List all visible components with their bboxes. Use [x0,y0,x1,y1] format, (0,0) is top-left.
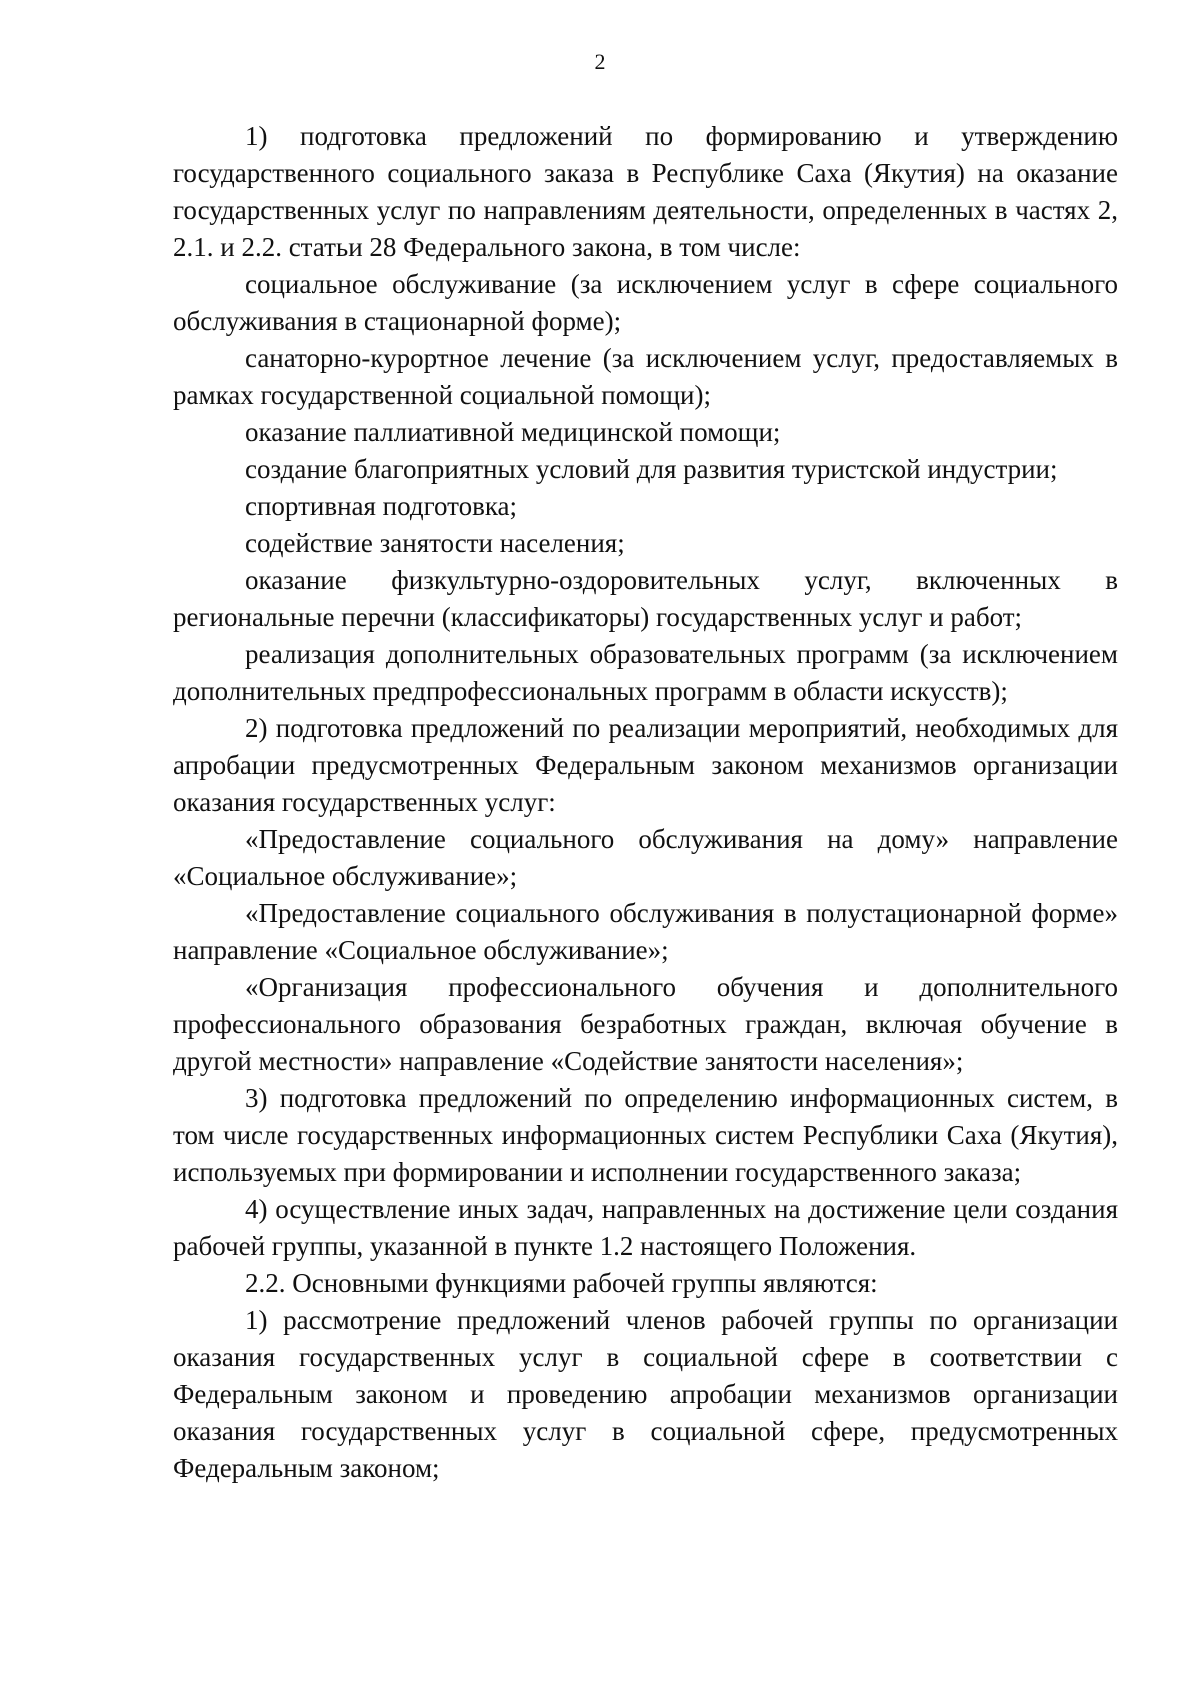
paragraph: содействие занятости населения; [245,528,625,558]
paragraph: санаторно-курортное лечение (за исключением услуг, предоставляемых в рамках государственной социальной помощи); [173,343,1118,410]
paragraph: реализация дополнительных образовательных программ (за исключением дополнительных предпрофессиональных программ в области искусств); [173,639,1118,706]
paragraph: социальное обслуживание (за исключением услуг в сфере социального обслуживания в стационарной форме); [173,269,1118,336]
paragraph: «Организация профессионального обучения и дополнительного профессионального образования безработных граждан, включая обучение в другой местности» направление «Содействие занятости населения»; [173,972,1118,1076]
paragraph: 3) подготовка предложений по определению информационных систем, в том числе государственных информационных систем Республики Саха (Якутия), используемых при формировании и исполнении государственного заказа; [173,1083,1118,1187]
paragraph: 1) подготовка предложений по формированию и утверждению государственного социального заказа в Республике Саха (Якутия) на оказание государственных услуг по направлениям деятельности, определенных в частях 2, 2.1. и 2.2. статьи 28 Федерального закона, в том числе: [173,121,1118,262]
paragraph: 2.2. Основными функциями рабочей группы являются: [245,1268,878,1298]
paragraph: оказание паллиативной медицинской помощи; [245,417,781,447]
paragraph: «Предоставление социального обслуживания в полустационарной форме» направление «Социальное обслуживание»; [173,898,1118,965]
paragraph: спортивная подготовка; [245,491,518,521]
paragraph: создание благоприятных условий для развития туристской индустрии; [245,454,1058,484]
page-number: 2 [594,49,606,74]
paragraph: 1) рассмотрение предложений членов рабочей группы по организации оказания государственных услуг в социальной сфере в соответствии с Федеральным законом и проведению апробации механизмов организации оказания государственных услуг в социальной сфере, предусмотренных Федеральным законом; [173,1305,1118,1483]
paragraph: «Предоставление социального обслуживания на дому» направление «Социальное обслуживание»; [173,824,1118,891]
paragraph: 4) осуществление иных задач, направленных на достижение цели создания рабочей группы, указанной в пункте 1.2 настоящего Положения. [173,1194,1118,1261]
paragraph: 2) подготовка предложений по реализации мероприятий, необходимых для апробации предусмотренных Федеральным законом механизмов организации оказания государственных услуг: [173,713,1118,817]
paragraph: оказание физкультурно-оздоровительных услуг, включенных в региональные перечни (классификаторы) государственных услуг и работ; [173,565,1118,632]
document-body [173,118,1118,1487]
